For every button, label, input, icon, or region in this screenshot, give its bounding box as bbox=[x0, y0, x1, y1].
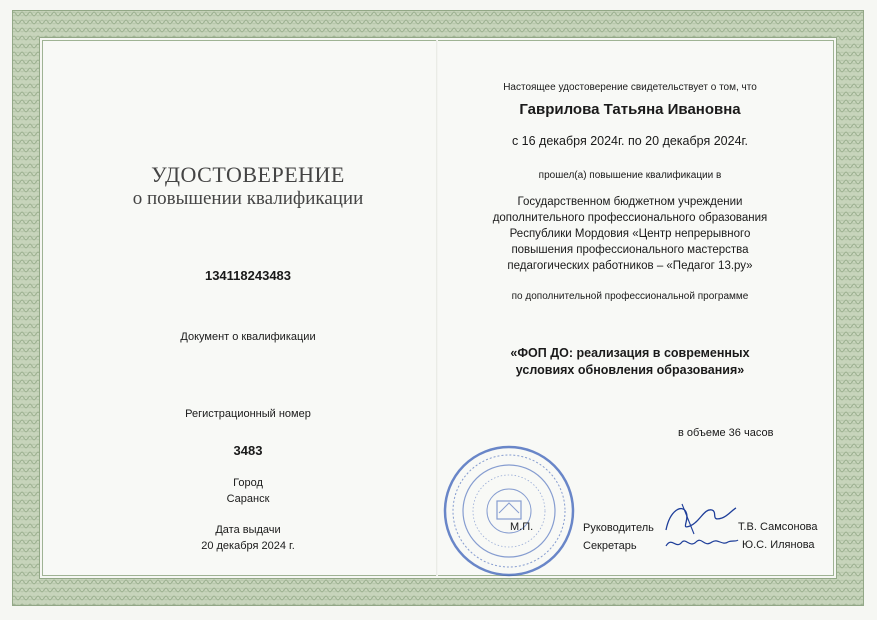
org-line: педагогических работников – «Педагог 13.ру» bbox=[507, 260, 753, 272]
org-line: дополнительного профессионального образования bbox=[492, 212, 768, 224]
program-label: по дополнительной профессиональной программе bbox=[511, 291, 749, 302]
program-line: «ФОП ДО: реализация в современных bbox=[510, 346, 750, 360]
passed-text: прошел(а) повышение квалификации в bbox=[538, 170, 722, 181]
city-label: Город bbox=[233, 477, 263, 489]
document-number: 134118243483 bbox=[204, 268, 292, 283]
organization-name bbox=[440, 194, 820, 274]
issue-date-label: Дата выдачи bbox=[215, 524, 281, 536]
head-name: Т.В. Самсонова bbox=[738, 521, 818, 533]
city-value: Саранск bbox=[226, 493, 270, 505]
org-line: Государственном бюджетном учреждении bbox=[517, 196, 743, 208]
org-line: повышения профессионального мастерства bbox=[511, 244, 749, 256]
certificate-subtitle: о повышении квалификации bbox=[132, 188, 364, 209]
fold-line bbox=[436, 40, 438, 576]
program-line: условиях обновления образования» bbox=[515, 363, 745, 377]
seal-placeholder-label: М.П. bbox=[510, 521, 534, 533]
hours-text: в объеме 36 часов bbox=[678, 427, 774, 439]
training-period: с 16 декабря 2024г. по 20 декабря 2024г. bbox=[511, 134, 749, 148]
registration-number: 3483 bbox=[233, 443, 263, 458]
holder-name: Гаврилова Татьяна Ивановна bbox=[519, 101, 741, 118]
org-line: Республики Мордовия «Центр непрерывного bbox=[509, 228, 751, 240]
document-label: Документ о квалификации bbox=[180, 331, 316, 343]
secretary-label: Секретарь bbox=[583, 540, 637, 552]
secretary-name: Ю.С. Илянова bbox=[742, 539, 815, 551]
issue-date: 20 декабря 2024 г. bbox=[201, 540, 295, 552]
head-label: Руководитель bbox=[583, 522, 654, 534]
secretary-signature-icon bbox=[664, 532, 740, 554]
official-seal-icon bbox=[441, 443, 577, 579]
program-name bbox=[440, 345, 820, 379]
certificate-title: УДОСТОВЕРЕНИЕ bbox=[151, 162, 345, 187]
intro-text: Настоящее удостоверение свидетельствует о том, что bbox=[503, 82, 757, 93]
registration-label: Регистрационный номер bbox=[185, 408, 311, 420]
